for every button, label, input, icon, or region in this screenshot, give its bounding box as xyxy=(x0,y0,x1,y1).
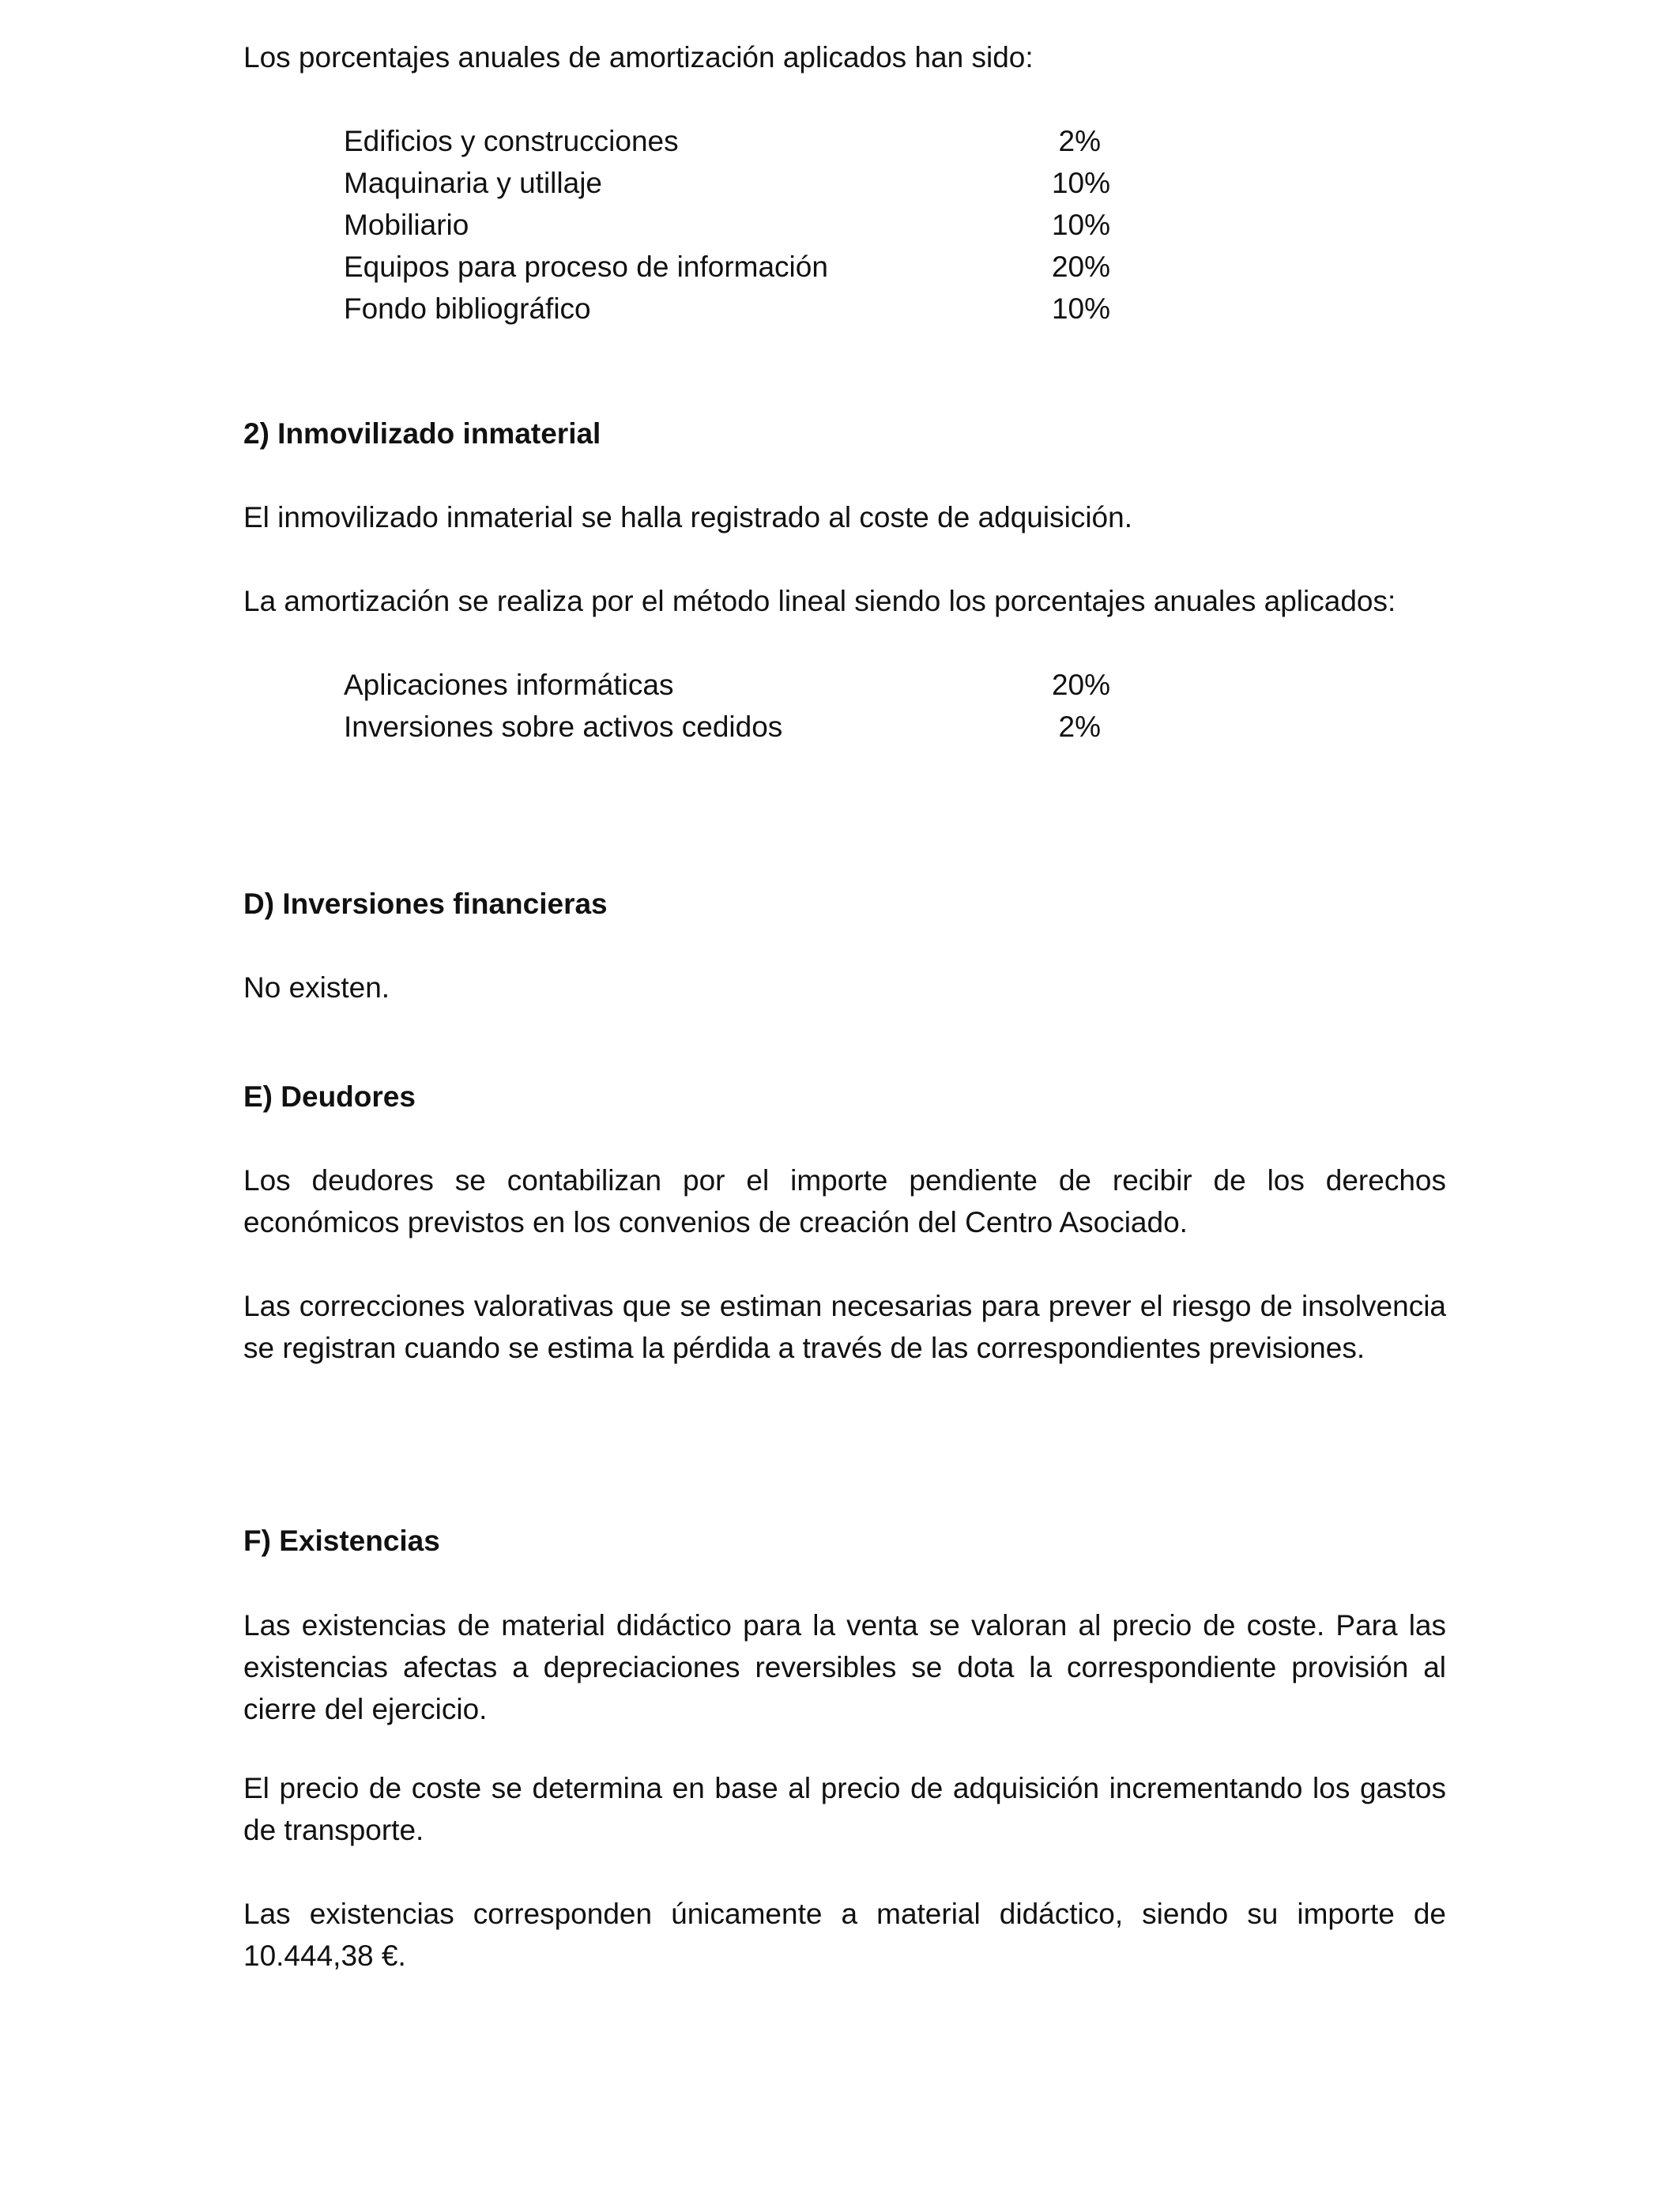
intangible-paragraph-1: El inmovilizado inmaterial se halla registrado al coste de adquisición. xyxy=(243,501,1132,533)
rate-label: Mobiliario xyxy=(344,209,469,241)
rate-value: 2% xyxy=(1058,711,1101,743)
intro-text: Los porcentajes anuales de amortización aplicados han sido: xyxy=(243,41,1034,74)
stock-paragraph-2: El precio de coste se determina en base al precio de adquisición incrementando los gastos de transporte. xyxy=(243,1772,1446,1846)
rate-value: 10% xyxy=(1051,209,1110,241)
rate-value: 20% xyxy=(1051,251,1110,283)
stock-paragraph-1: Las existencias de material didáctico para la venta se valoran al precio de coste. Para las existencias afectas a depreciaciones reversibles se dota la correspondiente provisión al cierre del ejercicio. xyxy=(243,1609,1446,1725)
rate-row xyxy=(344,204,1110,246)
rate-label: Aplicaciones informáticas xyxy=(344,669,674,701)
rate-row xyxy=(344,706,1110,748)
rate-label: Equipos para proceso de información xyxy=(344,251,828,283)
rate-row xyxy=(344,120,1110,162)
rate-value: 2% xyxy=(1058,125,1101,157)
financial-paragraph-1: No existen. xyxy=(243,971,390,1004)
intangible-paragraph-2: La amortización se realiza por el método lineal siendo los porcentajes anuales aplicados: xyxy=(243,585,1396,617)
section-heading-debtors: E) Deudores xyxy=(243,1080,416,1113)
rate-value: 10% xyxy=(1051,167,1110,199)
debtors-paragraph-1: Los deudores se contabilizan por el importe pendiente de recibir de los derechos económicos previstos en los convenios de creación del Centro Asociado. xyxy=(243,1164,1446,1238)
rate-row xyxy=(344,664,1110,706)
rate-label: Maquinaria y utillaje xyxy=(344,167,603,199)
rate-label: Inversiones sobre activos cedidos xyxy=(344,711,783,743)
rate-value: 20% xyxy=(1051,669,1110,701)
stock-paragraph-3: Las existencias corresponden únicamente a material didáctico, siendo su importe de 10.444,38 €. xyxy=(243,1898,1446,1972)
rate-row xyxy=(344,162,1110,204)
rate-value: 10% xyxy=(1051,292,1110,325)
section-heading-intangible: 2) Inmovilizado inmaterial xyxy=(243,417,601,450)
rate-label: Edificios y construcciones xyxy=(344,125,679,157)
debtors-paragraph-2: Las correcciones valorativas que se estiman necesarias para prever el riesgo de insolvencia se registran cuando se estima la pérdida a través de las correspondientes previsiones. xyxy=(243,1290,1446,1364)
section-heading-financial: D) Inversiones financieras xyxy=(243,888,608,920)
rate-label: Fondo bibliográfico xyxy=(344,292,591,325)
rate-row xyxy=(344,246,1110,288)
rate-row xyxy=(344,288,1110,330)
section-heading-stock: F) Existencias xyxy=(243,1525,440,1557)
